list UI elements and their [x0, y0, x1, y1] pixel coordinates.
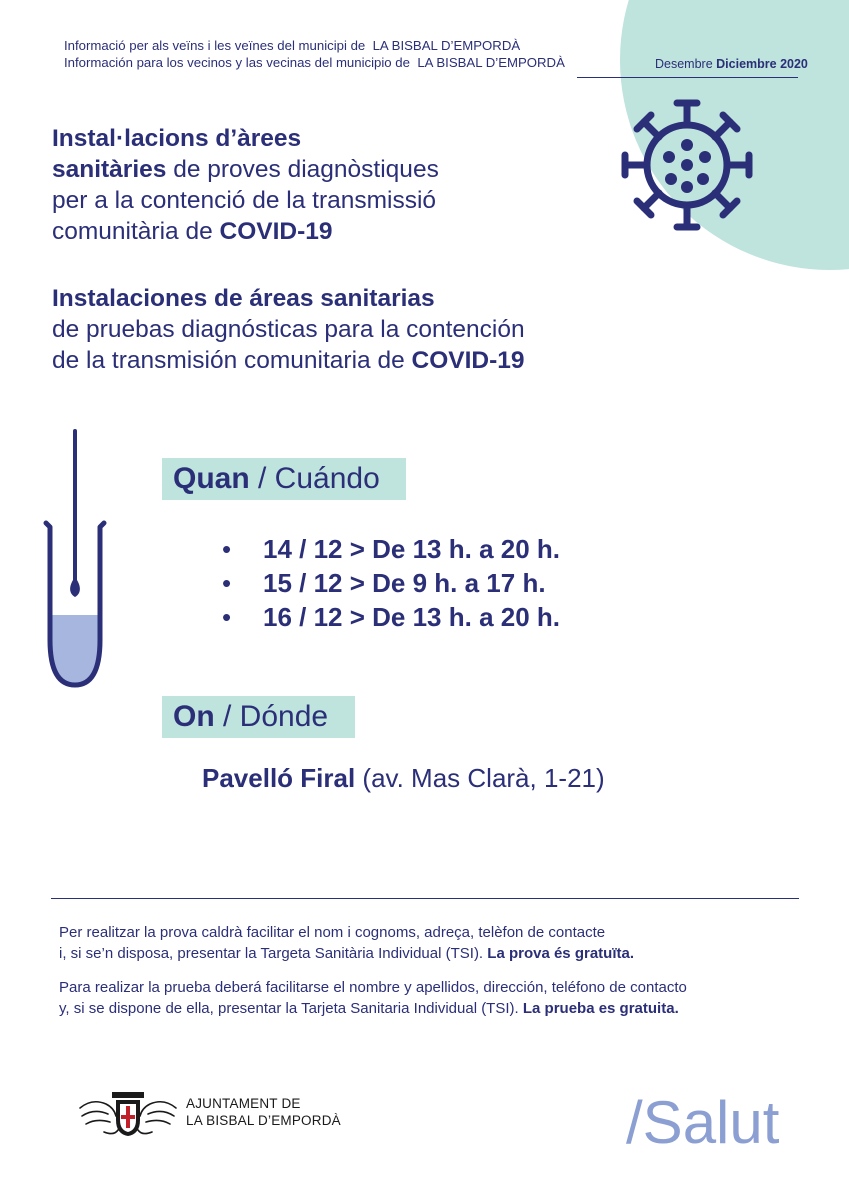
header-divider — [577, 77, 798, 78]
title-es-line3-rest: de la transmisión comunitaria de — [52, 347, 412, 374]
schedule-item-text: 14 / 12 > De 13 h. a 20 h. — [263, 534, 561, 564]
note-spanish — [59, 977, 687, 1019]
org-line2: LA BISBAL D’EMPORDÀ — [186, 1113, 341, 1128]
when-label — [162, 458, 406, 500]
where-label — [162, 696, 355, 738]
title-ca-line4-rest: comunitària de — [52, 218, 220, 245]
header-es-prefix: Información para los vecinos y las vecinas del municipio de — [64, 55, 410, 70]
title-ca-line1 — [52, 123, 439, 154]
section-label: /Salut — [626, 1089, 780, 1156]
note-es-line2-text: y, si se dispone de ella, presentar la Tarjeta Sanitaria Individual (TSI). — [59, 1000, 523, 1017]
title-ca-line1-text: Instal·lacions d’àrees — [52, 125, 302, 152]
note-ca-free: La prova és gratuïta. — [487, 945, 634, 962]
test-tube-icon — [40, 425, 110, 697]
list-item — [222, 532, 560, 566]
title-ca-line2-bold: sanitàries — [52, 156, 167, 183]
note-ca-line2 — [59, 943, 634, 964]
location-address: (av. Mas Clarà, 1-21) — [355, 763, 605, 793]
title-es-line3 — [52, 345, 525, 376]
title-es-line2: de pruebas diagnósticas para la contención — [52, 316, 525, 343]
when-label-es: / Cuándo — [249, 462, 380, 495]
header-date — [655, 57, 808, 71]
title-es-line3-bold: COVID-19 — [411, 347, 525, 374]
date-ca: Desembre — [655, 57, 713, 71]
note-catalan — [59, 922, 634, 964]
bullet: • — [222, 568, 232, 598]
title-ca-line2 — [52, 154, 439, 185]
footer-divider — [51, 898, 799, 899]
schedule-item-text: 16 / 12 > De 13 h. a 20 h. — [263, 602, 561, 632]
title-catalan — [52, 123, 439, 247]
schedule-list — [222, 532, 560, 634]
note-es-free: La prueba es gratuita. — [522, 1000, 679, 1017]
title-ca-line4-bold: COVID-19 — [219, 218, 333, 245]
location-name: Pavelló Firal — [202, 763, 356, 793]
title-ca-line2-rest: de proves diagnòstiques — [166, 156, 439, 183]
date-es: Diciembre 2020 — [716, 57, 808, 71]
title-ca-line4 — [52, 216, 439, 247]
bullet: • — [222, 602, 232, 632]
schedule-item-text: 15 / 12 > De 9 h. a 17 h. — [263, 568, 546, 598]
note-ca-line1: Per realitzar la prova caldrà facilitar el nom i cognoms, adreça, telèfon de contacte — [59, 924, 606, 941]
virus-icon — [615, 95, 765, 240]
header-ca-town: LA BISBAL D’EMPORDÀ — [372, 38, 521, 53]
org-line1: AJUNTAMENT DE — [186, 1096, 301, 1111]
list-item — [222, 566, 560, 600]
note-es-line2 — [59, 998, 687, 1019]
list-item — [222, 600, 560, 634]
header-line-ca — [64, 38, 520, 53]
header-ca-prefix: Informació per als veïns i les veïnes del municipi de — [64, 38, 366, 53]
title-spanish — [52, 283, 525, 376]
where-label-ca: On — [173, 700, 215, 733]
title-ca-line3: per a la contenció de la transmissió — [52, 187, 437, 214]
header-es-town: LA BISBAL D’EMPORDÀ — [417, 55, 565, 70]
location — [202, 763, 605, 794]
coat-of-arms-logo — [78, 1090, 178, 1140]
where-label-es: / Dónde — [214, 700, 329, 733]
when-label-ca: Quan — [173, 462, 250, 495]
note-ca-line2-text: i, si se’n disposa, presentar la Targeta Sanitària Individual (TSI). — [59, 945, 488, 962]
bullet: • — [222, 534, 232, 564]
header-line-es — [64, 55, 565, 70]
title-es-line1-text: Instalaciones de áreas sanitarias — [52, 285, 435, 312]
note-es-line1: Para realizar la prueba deberá facilitarse el nombre y apellidos, dirección, teléfono de contacto — [59, 979, 687, 996]
title-es-line1 — [52, 283, 525, 314]
organization-name — [186, 1095, 341, 1129]
